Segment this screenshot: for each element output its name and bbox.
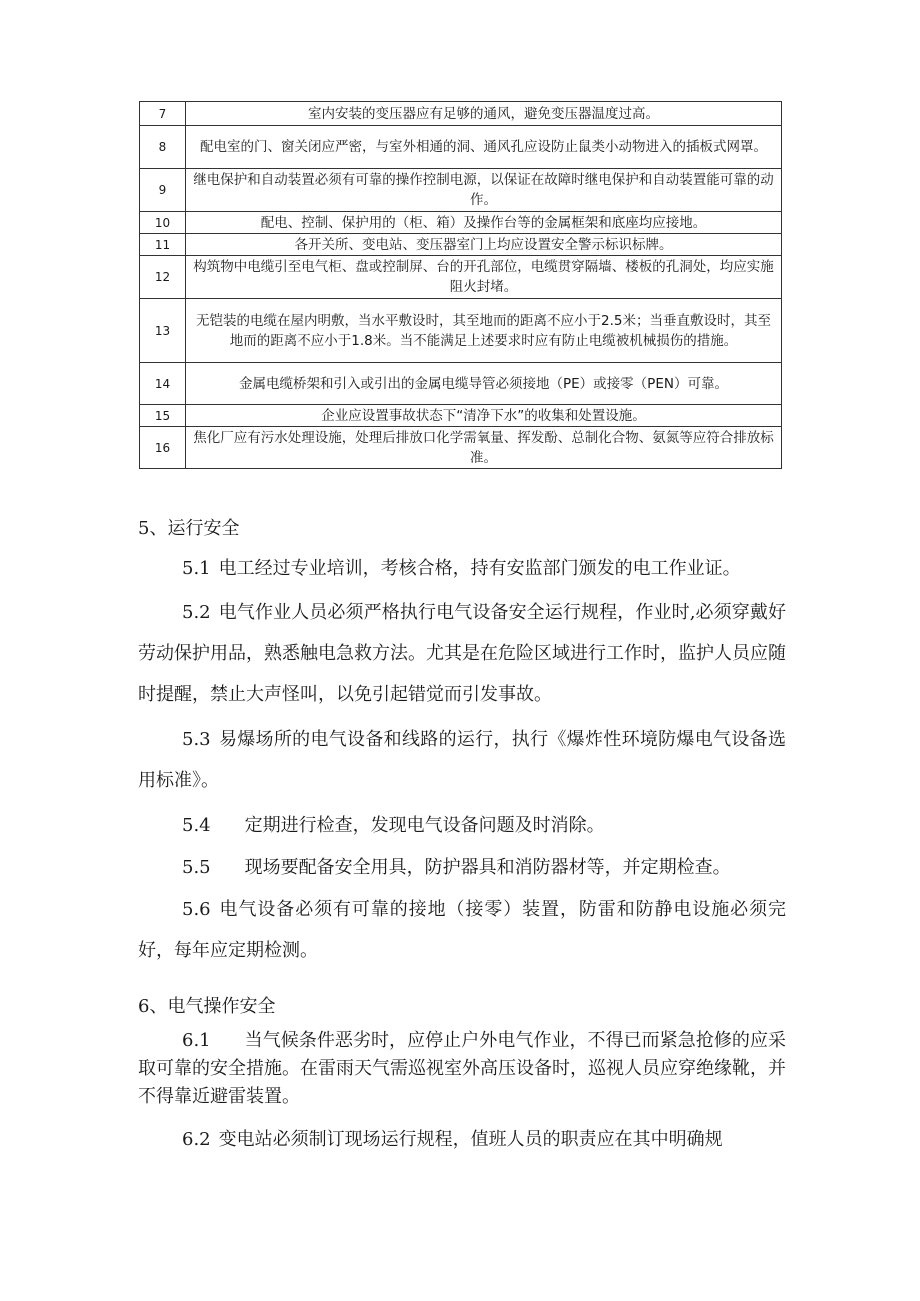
paragraph-5-5 bbox=[138, 847, 786, 888]
row-text: 室内安装的变压器应有足够的通风，避免变压器温度过高。 bbox=[186, 102, 782, 126]
paragraph-text: 定期进行检查，发现电气设备问题及时消除。 bbox=[244, 815, 605, 836]
table-row bbox=[140, 363, 782, 405]
section-6-heading: 6、电气操作安全 bbox=[138, 996, 276, 1017]
paragraph-text: 电气设备必须有可靠的接地（接零）装置，防雷和防静电设施必须完好，每年应定期检测。 bbox=[138, 899, 786, 961]
paragraph-text: 电气作业人员必须严格执行电气设备安全运行规程，作业时,必须穿戴好劳动保护用品，熟悉触电急救方法。尤其是在危险区域进行工作时，监护人员应随时提醒，禁止大声怪叫，以免引起错觉而引发事故。 bbox=[138, 602, 786, 705]
row-text: 企业应设置事故状态下“清净下水”的收集和处置设施。 bbox=[186, 405, 782, 427]
paragraph-number: 5.1 bbox=[182, 558, 211, 579]
row-number: 7 bbox=[140, 102, 186, 126]
table-row bbox=[140, 212, 782, 234]
section-5-heading: 5、运行安全 bbox=[138, 518, 240, 539]
row-text: 继电保护和自动装置必须有可靠的操作控制电源，以保证在故障时继电保护和自动装置能可靠的动作。 bbox=[186, 169, 782, 212]
row-number: 16 bbox=[140, 427, 186, 469]
paragraph-text: 变电站必须制订现场运行规程，值班人员的职责应在其中明确规 bbox=[218, 1129, 723, 1150]
row-number: 8 bbox=[140, 126, 186, 169]
paragraph-number: 6.1 bbox=[182, 1030, 211, 1051]
row-number: 10 bbox=[140, 212, 186, 234]
row-number: 14 bbox=[140, 363, 186, 405]
paragraph-6-2 bbox=[138, 1119, 786, 1160]
row-number: 13 bbox=[140, 299, 186, 363]
paragraph-number: 5.3 bbox=[182, 729, 211, 750]
row-number: 15 bbox=[140, 405, 186, 427]
requirements-table bbox=[139, 101, 782, 469]
table-row bbox=[140, 256, 782, 299]
table-row bbox=[140, 234, 782, 256]
paragraph-text: 易爆场所的电气设备和线路的运行，执行《爆炸性环境防爆电气设备选用标准》。 bbox=[138, 729, 786, 791]
row-number: 9 bbox=[140, 169, 186, 212]
table-row bbox=[140, 126, 782, 169]
row-text: 构筑物中电缆引至电气柜、盘或控制屏、台的开孔部位，电缆贯穿隔墙、楼板的孔洞处，均应实施阻火封堵。 bbox=[186, 256, 782, 299]
table-row bbox=[140, 299, 782, 363]
row-text: 金属电缆桥架和引入或引出的金属电缆导管必须接地（PE）或接零（PEN）可靠。 bbox=[186, 363, 782, 405]
table-row bbox=[140, 169, 782, 212]
paragraph-text: 当气候条件恶劣时，应停止户外电气作业，不得已而紧急抢修的应采取可靠的安全措施。在雷雨天气需巡视室外高压设备时，巡视人员应穿绝缘靴，并不得靠近避雷装置。 bbox=[138, 1030, 786, 1107]
paragraph-5-1 bbox=[138, 548, 786, 589]
table-row bbox=[140, 405, 782, 427]
paragraph-5-3 bbox=[138, 719, 786, 801]
table-row bbox=[140, 102, 782, 126]
paragraph-number: 5.5 bbox=[182, 857, 211, 878]
table-row bbox=[140, 427, 782, 469]
row-number: 11 bbox=[140, 234, 186, 256]
paragraph-5-4 bbox=[138, 805, 786, 846]
paragraph-5-6 bbox=[138, 889, 786, 971]
row-text: 配电、控制、保护用的（柜、箱）及操作台等的金属框架和底座均应接地。 bbox=[186, 212, 782, 234]
row-text: 焦化厂应有污水处理设施，处理后排放口化学需氧量、挥发酚、总制化合物、氨氮等应符合排放标准。 bbox=[186, 427, 782, 469]
row-text: 各开关所、变电站、变压器室门上均应设置安全警示标识标牌。 bbox=[186, 234, 782, 256]
row-text: 配电室的门、窗关闭应严密，与室外相通的洞、通风孔应设防止鼠类小动物进入的插板式网罩。 bbox=[186, 126, 782, 169]
paragraph-5-2 bbox=[138, 592, 786, 715]
paragraph-6-1 bbox=[138, 1027, 786, 1111]
paragraph-text: 现场要配备安全用具，防护器具和消防器材等，并定期检查。 bbox=[244, 857, 731, 878]
paragraph-number: 5.2 bbox=[182, 602, 211, 623]
paragraph-text: 电工经过专业培训，考核合格，持有安监部门颁发的电工作业证。 bbox=[218, 558, 741, 579]
paragraph-number: 6.2 bbox=[182, 1129, 211, 1150]
paragraph-number: 5.4 bbox=[182, 815, 211, 836]
row-number: 12 bbox=[140, 256, 186, 299]
paragraph-number: 5.6 bbox=[182, 899, 211, 920]
row-text: 无铠装的电缆在屋内明敷，当水平敷设时，其至地而的距离不应小于2.5米；当垂直敷设时，其至地而的距离不应小于1.8米。当不能满足上述要求时应有防止电缆被机械损伤的措施。 bbox=[186, 299, 782, 363]
